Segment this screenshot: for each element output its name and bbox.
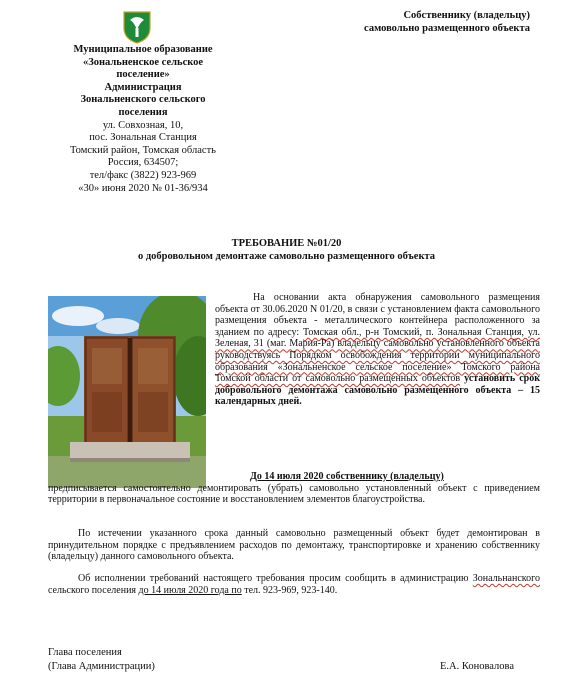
owner-instruction-paragraph bbox=[48, 471, 540, 506]
report-paragraph bbox=[48, 573, 540, 596]
report-phones: тел. 923-969, 923-140. bbox=[241, 584, 338, 596]
address-line4: Россия, 634507; bbox=[107, 157, 179, 169]
admin-line1: Администрация bbox=[104, 81, 182, 93]
title-line2: о добровольном демонтаже самовольно размещенного объекта bbox=[137, 251, 436, 262]
container-photo bbox=[48, 296, 206, 488]
address-line2: пос. Зональная Станция bbox=[89, 132, 197, 144]
instruction-text: предписывается самостоятельно демонтировать (убрать) самовольно установленный объект с приведением территории в первоначальное состояние и восстановлением элементов благоустройства. bbox=[48, 482, 540, 506]
signatory-name: Е.А. Коновалова bbox=[440, 661, 515, 672]
org-line1: Муниципальное образование bbox=[73, 44, 213, 55]
recipient-line1: Собственнику (владельцу) bbox=[403, 10, 530, 21]
report-settlement: Зональнанского bbox=[472, 573, 540, 584]
title-line1: ТРЕБОВАНИЕ №01/20 bbox=[231, 238, 342, 249]
address-line3: Томский район, Томская область bbox=[70, 144, 216, 156]
report-deadline: до 14 июля 2020 года по bbox=[138, 584, 242, 596]
basis-paragraph bbox=[215, 292, 540, 408]
deadline-date: До 14 июля 2020 собственнику (владельцу) bbox=[250, 471, 444, 482]
date-reference: «30» июня 2020 № 01-36/934 bbox=[78, 182, 208, 194]
phone-line: тел/факс (3822) 923-969 bbox=[89, 169, 197, 181]
object-address: Томская обл., р-н Томский, п. Зональная Станция, ул. Зеленая, 31 (маг. Мария-Ра) владельцу самовольно установленного объекта руководствуясь Порядком освобождения территории муниципального образования «Зональненское сельское поселение» Томского района Томской области от самовольно размещенных объектов bbox=[215, 326, 540, 385]
recipient-line2: самовольно размещенного объекта bbox=[364, 23, 530, 34]
admin-line3: поселения bbox=[118, 106, 168, 118]
admin-line2: Зональненского сельского bbox=[80, 94, 206, 106]
enforcement-text: По истечении указанного срока данный самовольно размещенный объект будет демонтирован в принудительном порядке с предъявлением расходов по демонтажу, транспортировке и хранению собственнику (владельцу) данного самовольного объекта. bbox=[48, 528, 540, 563]
deadline-statement: установить срок добровольного демонтажа самовольно размещенного объекта – 15 календарных дней. bbox=[215, 373, 540, 408]
document-title bbox=[0, 237, 573, 263]
recipient-block bbox=[330, 9, 530, 35]
org-line3: поселение» bbox=[116, 69, 170, 81]
enforcement-paragraph bbox=[48, 528, 540, 563]
report-text-c: сельского поселения bbox=[48, 584, 139, 596]
address-line1: ул. Совхозная, 10, bbox=[102, 119, 184, 131]
report-text-a: Об исполнении требований настоящего требования просим сообщить в администрацию bbox=[78, 573, 473, 584]
org-line2: «Зональненское сельское bbox=[82, 56, 204, 68]
basis-text: На основании акта обнаружения самовольного размещения объекта от 30.06.2020 N 01/20, в связи с установлением факта самовольного размещения объекта - металлического контейнера расположенного за зданием по адресу: bbox=[215, 292, 540, 338]
signatory-subtitle: (Глава Администрации) bbox=[48, 661, 155, 672]
sender-header bbox=[48, 44, 238, 195]
signatory-title: Глава поселения bbox=[48, 647, 122, 658]
coat-of-arms-emblem bbox=[122, 10, 152, 44]
